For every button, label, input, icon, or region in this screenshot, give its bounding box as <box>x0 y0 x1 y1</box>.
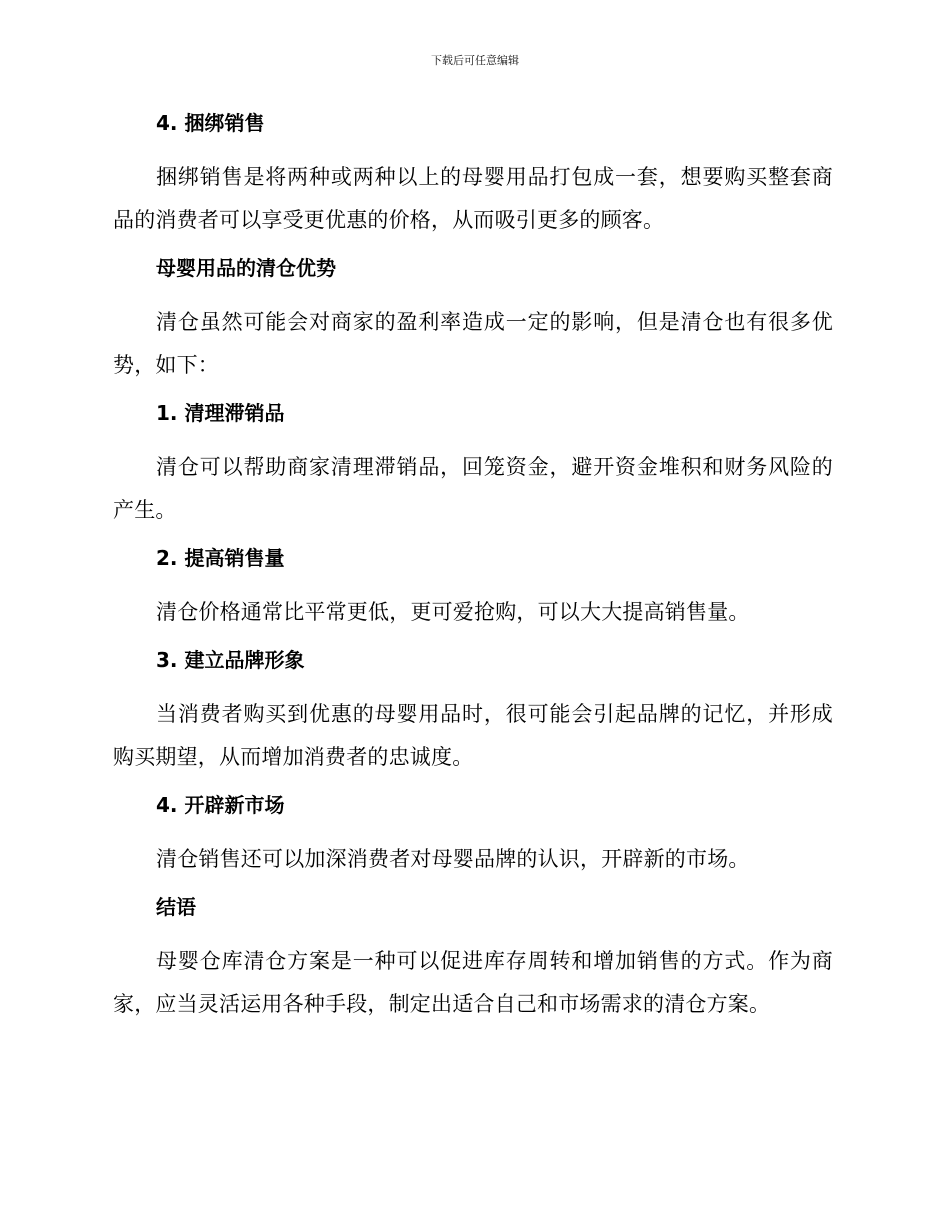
section-paragraph-clear-slow-moving: 清仓可以帮助商家清理滞销品，回笼资金，避开资金堆积和财务风险的产生。 <box>113 455 833 522</box>
section-heading-clearance-advantages: 母婴用品的清仓优势 <box>156 256 336 280</box>
section-paragraph-brand-image: 当消费者购买到优惠的母婴用品时，很可能会引起品牌的记忆，并形成购买期望，从而增加消费者的忠诚度。 <box>113 702 833 769</box>
section-paragraph-clearance-advantages: 清仓虽然可能会对商家的盈利率造成一定的影响，但是清仓也有很多优势，如下： <box>113 310 833 377</box>
section-heading-new-market: 4. 开辟新市场 <box>156 793 285 817</box>
section-heading-increase-sales: 2. 提高销售量 <box>156 546 285 570</box>
section-heading-clear-slow-moving: 1. 清理滞销品 <box>156 401 285 425</box>
section-paragraph-bundle-sales: 捆绑销售是将两种或两种以上的母婴用品打包成一套，想要购买整套商品的消费者可以享受更优惠的价格，从而吸引更多的顾客。 <box>113 165 833 232</box>
page-header: 下载后可任意编辑 <box>431 54 519 67</box>
section-paragraph-conclusion: 母婴仓库清仓方案是一种可以促进库存周转和增加销售的方式。作为商家，应当灵活运用各种手段，制定出适合自己和市场需求的清仓方案。 <box>113 949 833 1016</box>
section-heading-brand-image: 3. 建立品牌形象 <box>156 648 305 672</box>
document-body <box>113 110 833 1039</box>
section-paragraph-increase-sales: 清仓价格通常比平常更低，更可爱抢购，可以大大提高销售量。 <box>156 600 750 624</box>
section-paragraph-new-market: 清仓销售还可以加深消费者对母婴品牌的认识，开辟新的市场。 <box>156 847 750 871</box>
section-heading-bundle-sales: 4. 捆绑销售 <box>156 111 265 135</box>
section-heading-conclusion: 结语 <box>156 895 196 919</box>
